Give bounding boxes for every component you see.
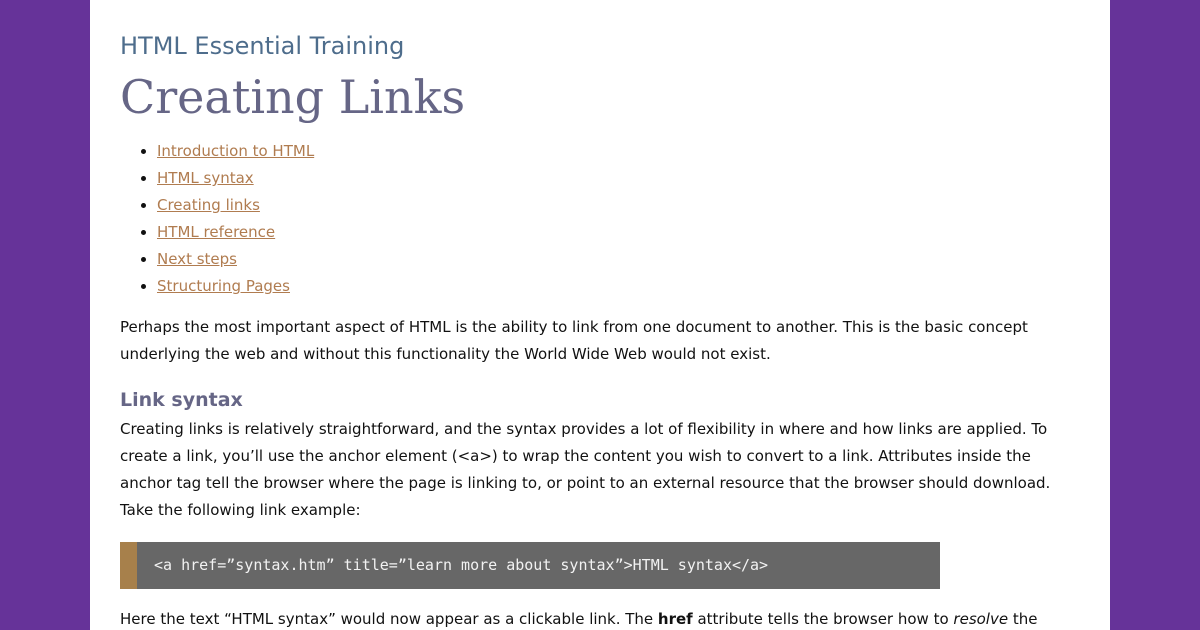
toc-link-html-reference[interactable]: HTML reference	[157, 223, 276, 241]
code-text: <a href=”syntax.htm” title=”learn more about syntax”>HTML syntax</a>	[154, 556, 769, 574]
explanation-text-1: Here the text “HTML syntax” would now appear as a clickable link. The	[120, 610, 658, 628]
toc-link-structuring-pages[interactable]: Structuring Pages	[157, 277, 290, 295]
toc-item	[157, 192, 314, 219]
table-of-contents	[120, 138, 314, 300]
toc-item	[157, 165, 314, 192]
resolve-term: resolve	[953, 610, 1009, 628]
page-container	[90, 0, 1110, 630]
toc-item	[157, 138, 314, 165]
href-term: href	[657, 610, 693, 628]
toc-link-creating-links[interactable]: Creating links	[157, 196, 260, 214]
toc-link-introduction[interactable]: Introduction to HTML	[157, 142, 315, 160]
toc-item	[157, 219, 314, 246]
explanation-text-2: attribute tells the browser how to	[692, 610, 954, 628]
toc-link-next-steps[interactable]: Next steps	[157, 250, 237, 268]
course-title: HTML Essential Training	[120, 32, 405, 60]
code-example	[120, 542, 940, 589]
section-heading-link-syntax: Link syntax	[120, 389, 243, 411]
explanation-text-3: the	[1008, 610, 1038, 628]
page-title: Creating Links	[120, 70, 466, 124]
toc-item	[157, 246, 314, 273]
toc-item	[157, 273, 314, 300]
explanation-paragraph	[120, 606, 1070, 630]
toc-link-html-syntax[interactable]: HTML syntax	[157, 169, 254, 187]
link-syntax-paragraph: Creating links is relatively straightforward, and the syntax provides a lot of flexibility in where and how links are applied. To create a link, you’ll use the anchor element (<a>) to wrap the content you wish to convert to a link. Attributes inside the anchor tag tell the browser where the page is linking to, or point to an external resource that the browser should download. Take the following link example:	[120, 420, 1051, 519]
intro-paragraph: Perhaps the most important aspect of HTML is the ability to link from one document to another. This is the basic concept underlying the web and without this functionality the World Wide Web would not exist.	[120, 318, 1028, 363]
